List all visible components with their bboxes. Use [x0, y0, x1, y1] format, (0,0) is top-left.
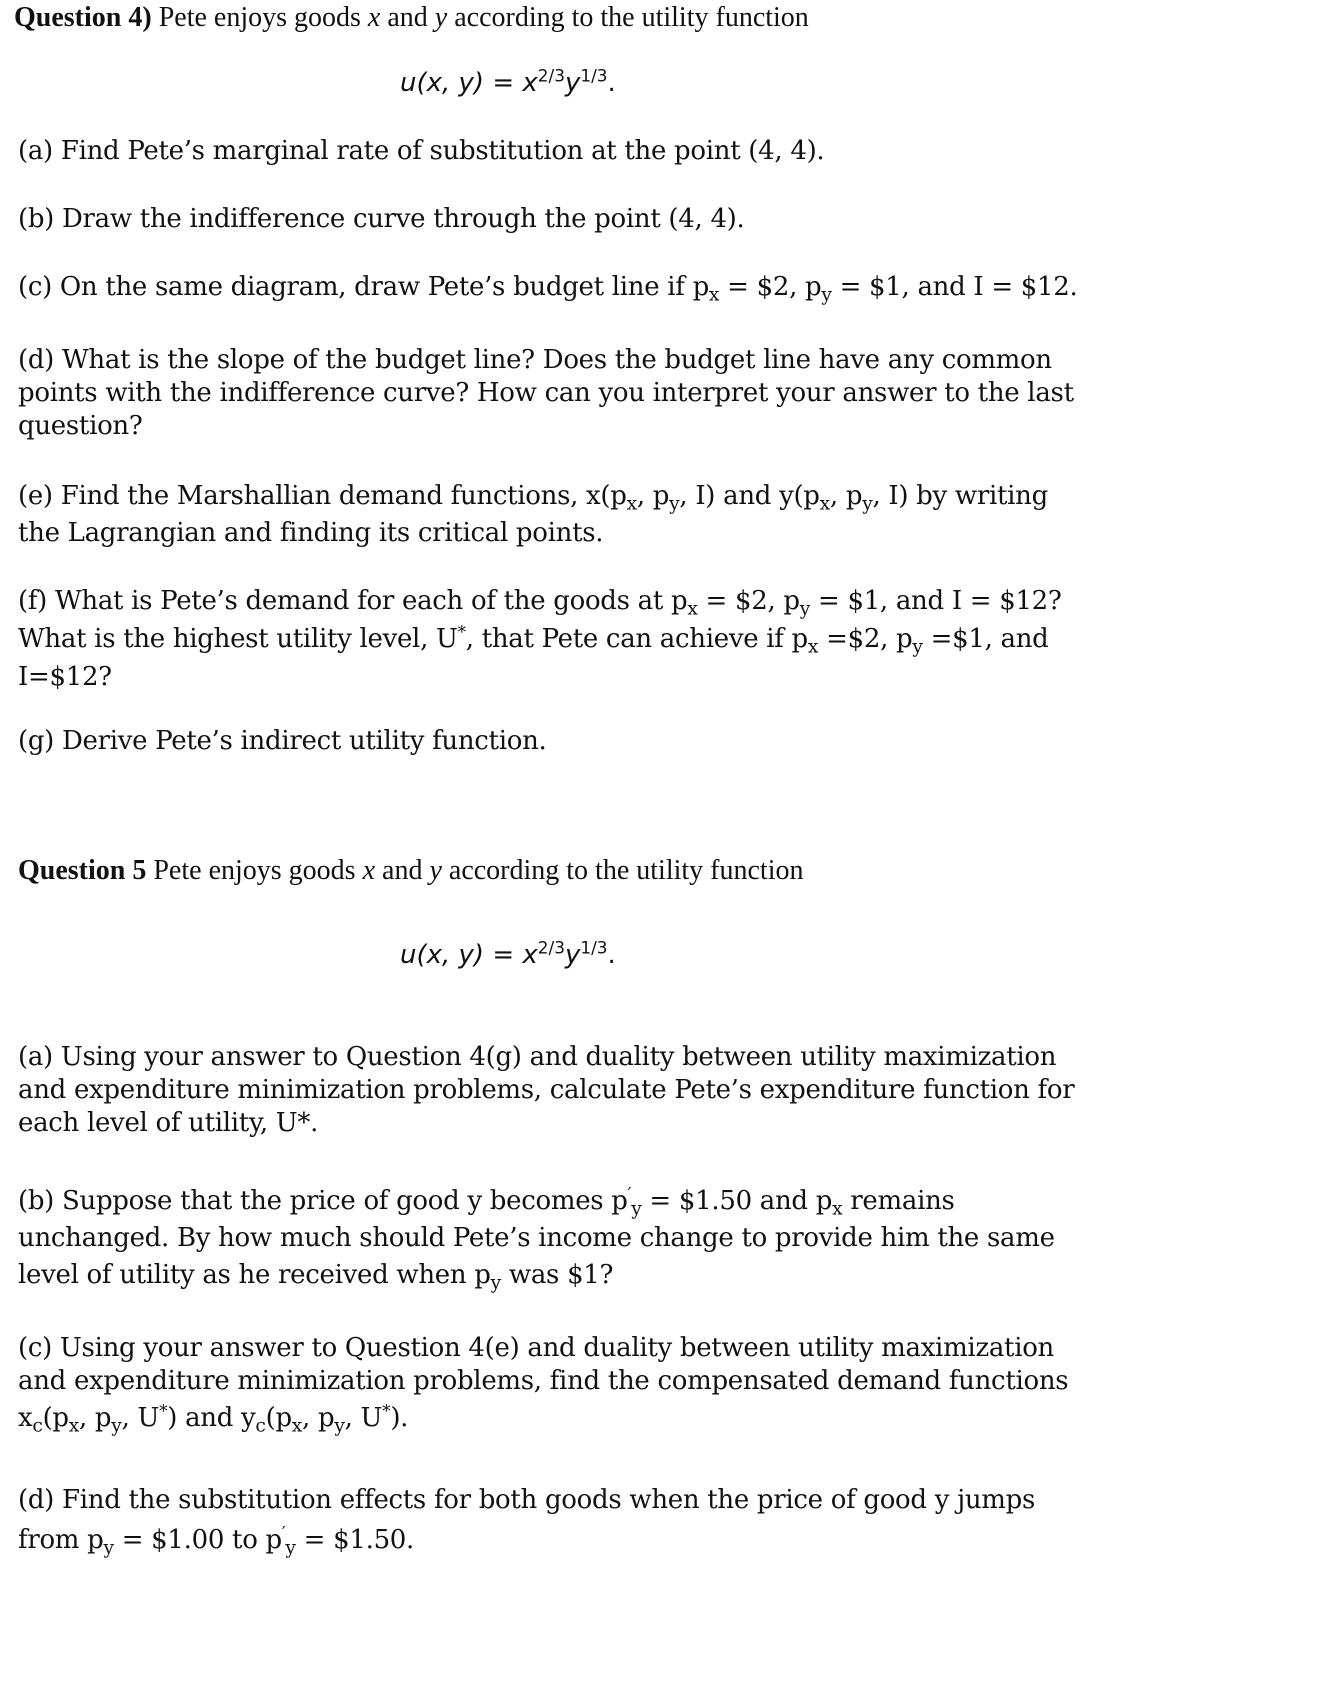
q4-part-d: (d) What is the slope of the budget line? Does the budget line have any common points with the indifference curve? How can you interpret your answer to the last question?	[18, 345, 1074, 441]
q5-part-c: (c) Using your answer to Question 4(e) and duality between utility maximization and expenditure minimization problems, find the compensated demand functions $x_c(p_x$, $p_y$, U*) and $y_c(p_x$, $p_y$, U*).	[18, 1333, 1069, 1437]
q4-part-e: (e) Find the Marshallian demand functions, $x(p_x$, $p_y$, I) and $y(p_x$, $p_y$, I) by writing the Lagrangian and finding its critical points.	[18, 481, 1048, 548]
q4-part-b: (b) Draw the indifference curve through the point (4, 4).	[18, 204, 745, 234]
q4-heading: Question 4)	[14, 2, 152, 33]
q4-part-f: (f) What is Pete’s demand for each of the goods at $p_x$ = $2, $p_y$ = $1, and I = $12? What is the highest utility level, U*, that Pete can achieve if $p_x$ =$2, $p_y$ =$1, and I=$12?	[18, 586, 1062, 692]
q5-heading: Question 5	[18, 855, 147, 886]
q4-part-c: (c) On the same diagram, draw Pete’s budget line if $p_x$ = $2, $p_y$ = $1, and I = $12.	[18, 272, 1078, 306]
q4-intro: Question 4) Pete enjoys goods x and y according to the utility function	[14, 2, 809, 33]
q5-part-b: (b) Suppose that the price of good y becomes $p'_y$ = $1.50 and $p_x$ remains unchanged. By how much should Pete’s income change to provide him the same level of utility as he received when $p_y$ was $1?	[18, 1183, 1055, 1294]
q4-part-g: (g) Derive Pete’s indirect utility function.	[18, 726, 547, 756]
q5-part-a: (a) Using your answer to Question 4(g) and duality between utility maximization and expenditure minimization problems, calculate Pete’s expenditure function for each level of utility, U*.	[18, 1042, 1075, 1138]
q5-part-d: (d) Find the substitution effects for both goods when the price of good y jumps from $p_y$ = $1.00 to $p'_y$ = $1.50.	[18, 1485, 1036, 1559]
q5-intro: Question 5 Pete enjoys goods x and y according to the utility function	[18, 855, 804, 886]
q4-part-a: (a) Find Pete’s marginal rate of substitution at the point (4, 4).	[18, 136, 825, 166]
q4-utility-equation: u(x, $y) = x^{2/3}y^{1/3}$.	[400, 65, 616, 98]
q5-utility-equation: u(x, $y) = x^{2/3}y^{1/3}$.	[400, 937, 616, 970]
